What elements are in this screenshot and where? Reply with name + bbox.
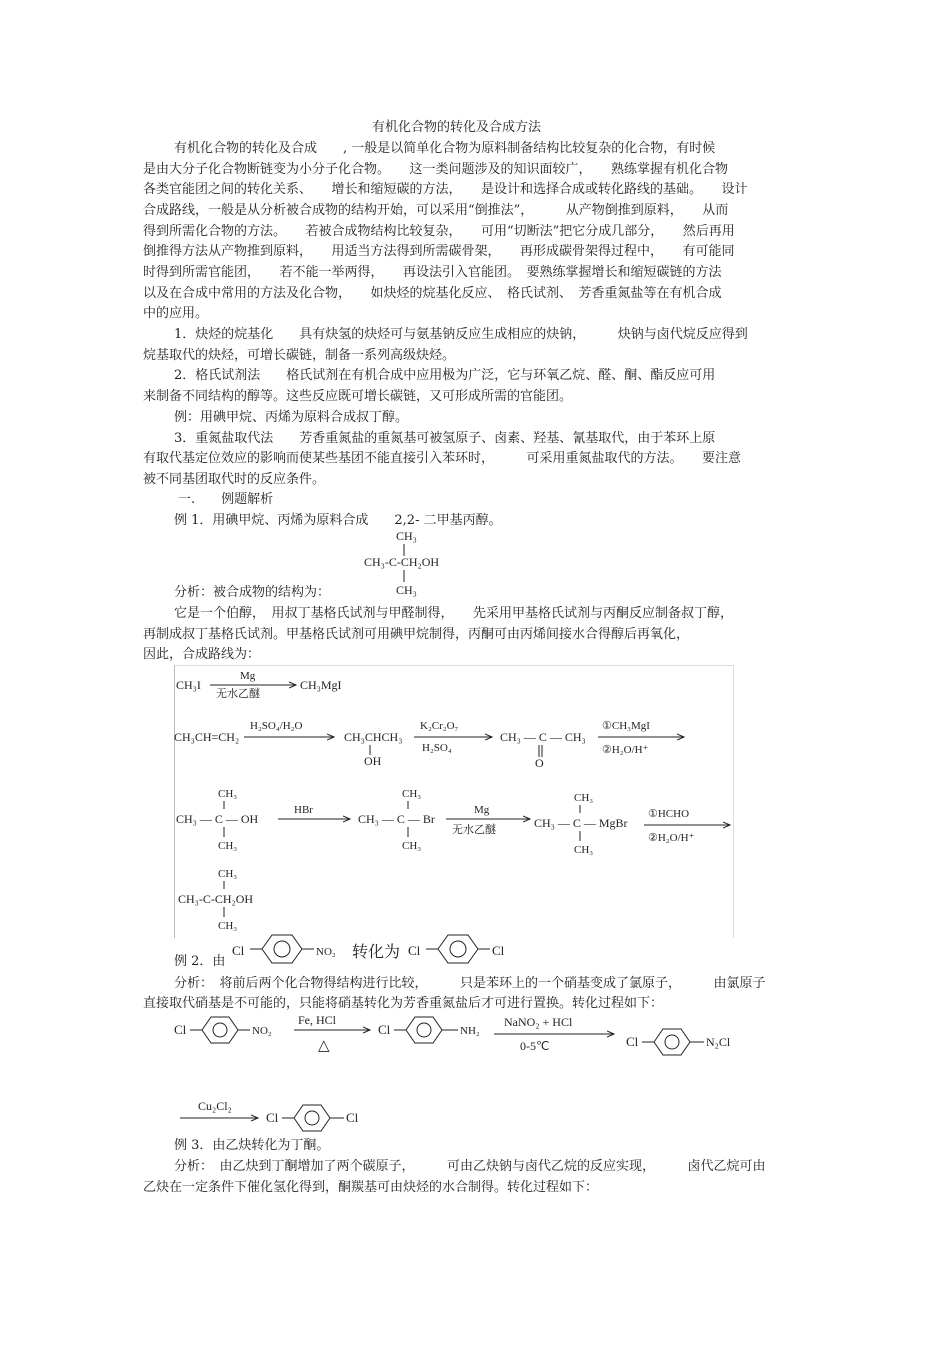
text-line: 分析：被合成物的结构为： — [174, 585, 331, 600]
text-line: 分析： 由乙炔到丁酮增加了两个碳原子， 可由乙炔钠与卤代乙烷的反应实现， 卤代乙烷可由 — [174, 1159, 766, 1174]
example-2-compounds — [232, 927, 532, 969]
text-line: 分析： 将前后两个化合物得结构进行比较， 只是苯环上的一个硝基变成了氯原子， 由氯原子 — [174, 976, 766, 991]
svg-text:CH₃I: CH₃I — [176, 678, 201, 692]
text-line: 1．炔烃的烷基化 具有炔氢的炔烃可与氨基钠反应生成相应的炔钠， 炔钠与卤代烷反应得到 — [174, 327, 748, 342]
text-line: 各类官能团之间的转化关系、 增长和缩短碳的方法， 是设计和选择合成或转化路线的基础。 设计 — [143, 182, 748, 197]
text-line: 2．格氏试剂法 格氏试剂在有机合成中应用极为广泛，它与环氧乙烷、醛、酮、酯反应可用 — [174, 368, 716, 383]
svg-text:NaNO₂ + HCl: NaNO₂ + HCl — [504, 1015, 573, 1029]
example-2-conversion-scheme — [174, 1010, 754, 1134]
text-line: 来制备不同结构的醇等。这些反应既可增长碳链，又可形成所需的官能团。 — [143, 389, 573, 404]
text-line: 是由大分子化合物断链变为小分子化合物。 这一类问题涉及的知识面较广， 熟练掌握有机化合物 — [143, 162, 729, 177]
text-line: 3．重氮盐取代法 芳香重氮盐的重氮基可被氢原子、卤素、羟基、氰基取代，由于苯环上原 — [174, 431, 716, 446]
example-1-target-structure — [360, 528, 470, 600]
svg-text:Fe, HCl: Fe, HCl — [298, 1013, 337, 1027]
svg-text:△: △ — [318, 1038, 330, 1054]
svg-text:CH₃ — C — OH: CH₃ — C — OH — [176, 812, 259, 826]
text-line: 有取代基定位效应的影响而使某些基团不能直接引入苯环时， 可采用重氮盐取代的方法。 要注意 — [143, 451, 742, 466]
svg-text:①CH₃MgI: ①CH₃MgI — [602, 720, 650, 732]
svg-text:Cl: Cl — [626, 1034, 639, 1049]
text-line: 倒推得方法从产物推到原料， 用适当方法得到所需碳骨架， 再形成碳骨架得过程中， 有可能同 — [143, 244, 735, 259]
example-3-title: 例 3．由乙炔转化为丁酮。 — [174, 1138, 330, 1153]
svg-text:②H₂O/H⁺: ②H₂O/H⁺ — [648, 832, 695, 844]
svg-text:Cl: Cl — [346, 1110, 359, 1125]
svg-text:Mg: Mg — [474, 804, 490, 816]
svg-text:HBr: HBr — [294, 804, 313, 816]
svg-text:Cl: Cl — [408, 943, 421, 958]
svg-text:Cl: Cl — [232, 943, 245, 958]
text-line: 例：用碘甲烷、丙烯为原料合成叔丁醇。 — [174, 410, 409, 425]
svg-text:Cu₂Cl₂: Cu₂Cl₂ — [198, 1099, 232, 1113]
svg-text:CH₃ — C — MgBr: CH₃ — C — MgBr — [534, 816, 628, 830]
svg-text:转化为: 转化为 — [352, 944, 401, 961]
svg-text:0-5℃: 0-5℃ — [520, 1039, 550, 1053]
svg-text:CH₃-C-CH₂OH: CH₃-C-CH₂OH — [364, 555, 440, 569]
svg-text:CH₃CHCH₃: CH₃CHCH₃ — [344, 730, 403, 744]
svg-text:CH₃CH=CH₂: CH₃CH=CH₂ — [174, 730, 240, 744]
svg-text:CH₃-C-CH₂OH: CH₃-C-CH₂OH — [178, 892, 254, 906]
svg-text:NH₂: NH₂ — [460, 1025, 480, 1037]
text-line: 因此，合成路线为： — [143, 647, 261, 662]
svg-text:O: O — [535, 756, 544, 770]
svg-text:N₂Cl: N₂Cl — [706, 1035, 731, 1049]
svg-text:CH₃: CH₃ — [402, 788, 422, 800]
svg-text:CH₃ — C — CH₃: CH₃ — C — CH₃ — [500, 730, 586, 744]
text-line: 乙炔在一定条件下催化氢化得到，酮羰基可由炔烃的水合制得。转化过程如下： — [143, 1180, 599, 1195]
svg-text:Mg: Mg — [240, 670, 256, 682]
svg-text:CH₃MgI: CH₃MgI — [300, 678, 342, 692]
svg-text:CH₃: CH₃ — [402, 840, 422, 852]
svg-text:Cl: Cl — [492, 943, 505, 958]
svg-text:CH₃: CH₃ — [574, 844, 594, 856]
svg-text:①HCHO: ①HCHO — [648, 808, 690, 820]
svg-text:无水乙醚: 无水乙醚 — [216, 688, 260, 700]
svg-text:NO₂: NO₂ — [316, 946, 336, 958]
svg-text:Cl: Cl — [174, 1022, 187, 1037]
text-line: 它是一个伯醇， 用叔丁基格氏试剂与甲醛制得， 先采用甲基格氏试剂与丙酮反应制备叔丁醇， — [174, 606, 734, 621]
section-heading: 一. 例题解析 — [178, 492, 274, 507]
text-line: 烷基取代的炔烃，可增长碳链，制备一系列高级炔烃。 — [143, 348, 456, 363]
svg-text:CH₃ — C — Br: CH₃ — C — Br — [358, 812, 435, 826]
svg-text:CH₃: CH₃ — [218, 840, 238, 852]
text-line: 合成路线，一般是从分析被合成物的结构开始，可以采用“倒推法”， 从产物倒推到原料， 从而 — [143, 203, 729, 218]
svg-text:H₂SO₄/H₂O: H₂SO₄/H₂O — [250, 720, 303, 732]
svg-text:OH: OH — [364, 754, 382, 768]
text-line: 再制成叔丁基格氏试剂。甲基格氏试剂可用碘甲烷制得，丙酮可由丙烯间接水合得醇后再氧化， — [143, 627, 690, 642]
svg-text:NO₂: NO₂ — [252, 1025, 272, 1037]
text-line: 以及在合成中常用的方法及化合物， 如炔烃的烷基化反应、 格氏试剂、 芳香重氮盐等在有机合成 — [143, 286, 722, 301]
svg-text:K₂Cr₂O₇: K₂Cr₂O₇ — [420, 720, 459, 732]
example-1-title: 例 1．用碘甲烷、丙烯为原料合成 2,2- 二甲基丙醇。 — [174, 513, 502, 528]
svg-text:CH₃: CH₃ — [574, 792, 594, 804]
svg-text:Cl: Cl — [266, 1110, 279, 1125]
svg-text:CH₃: CH₃ — [218, 920, 238, 932]
text-line: 中的应用。 — [143, 306, 209, 321]
svg-text:CH₃: CH₃ — [396, 529, 417, 543]
svg-text:CH₃: CH₃ — [218, 868, 238, 880]
text-line: 有机化合物的转化及合成 , 一般是以简单化合物为原料制备结构比较复杂的化合物，有时候 — [174, 141, 716, 156]
text-line: 得到所需化合物的方法。 若被合成物结构比较复杂， 可用“切断法”把它分成几部分， 然后再用 — [143, 224, 735, 239]
text-line: 直接取代硝基是不可能的，只能将硝基转化为芳香重氮盐后才可进行置换。转化过程如下： — [143, 996, 664, 1011]
example-2-title: 例 2．由 — [174, 954, 226, 969]
svg-text:CH₃: CH₃ — [396, 583, 417, 597]
page-title: 有机化合物的转化及合成方法 — [372, 120, 542, 135]
svg-text:CH₃: CH₃ — [218, 788, 238, 800]
svg-text:②H₂O/H⁺: ②H₂O/H⁺ — [602, 744, 649, 756]
svg-text:无水乙醚: 无水乙醚 — [452, 824, 496, 836]
svg-text:Cl: Cl — [378, 1022, 391, 1037]
text-line: 时得到所需官能团， 若不能一举两得， 再设法引入官能团。 要熟练掌握增长和缩短碳链的方法 — [143, 265, 722, 280]
example-1-route-diagram — [174, 665, 734, 937]
svg-text:H₂SO₄: H₂SO₄ — [422, 742, 452, 754]
text-line: 被不同基团取代时的反应条件。 — [143, 472, 326, 487]
